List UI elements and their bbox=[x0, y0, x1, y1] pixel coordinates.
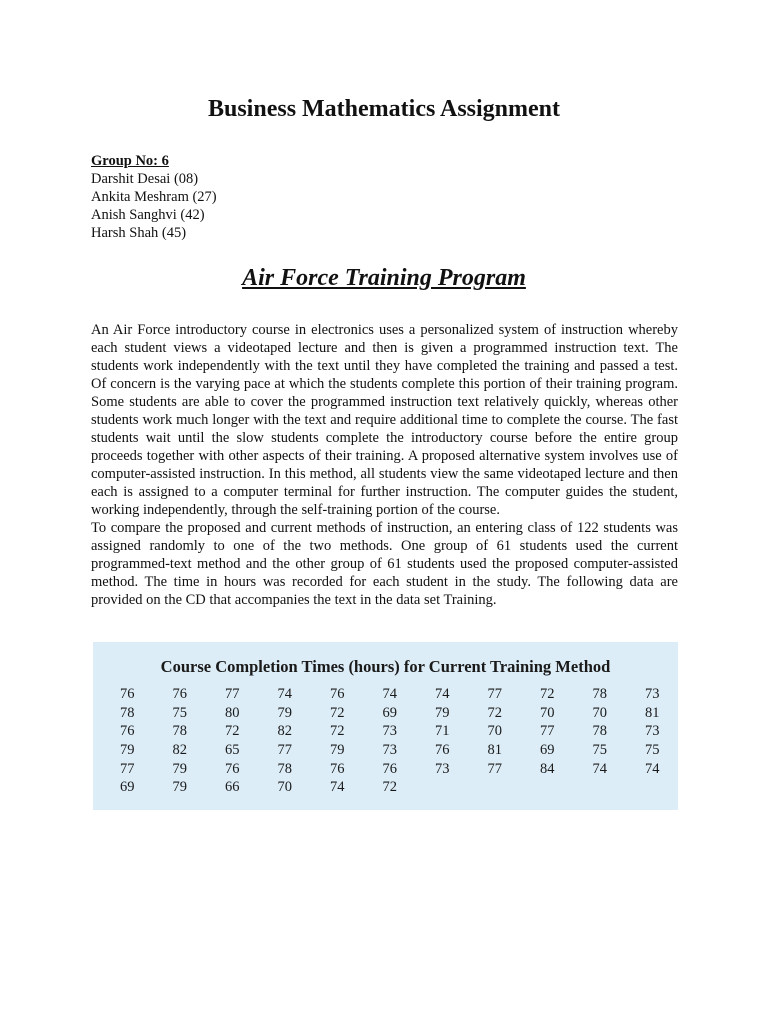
table-cell: 73 bbox=[645, 723, 660, 740]
table-cell: 74 bbox=[645, 760, 660, 777]
body-text bbox=[91, 321, 678, 609]
table-row bbox=[101, 741, 679, 760]
table-cell: 70 bbox=[277, 779, 292, 796]
completion-times-table bbox=[93, 642, 678, 810]
table-row bbox=[101, 722, 679, 741]
table-cell: 79 bbox=[172, 760, 187, 777]
section-title: Air Force Training Program bbox=[242, 265, 526, 291]
group-number-label: Group No: 6 bbox=[91, 153, 169, 169]
table-cell: 77 bbox=[487, 760, 502, 777]
table-cell: 82 bbox=[172, 742, 187, 759]
document-title: Business Mathematics Assignment bbox=[207, 96, 561, 122]
table-cell: 70 bbox=[540, 704, 555, 721]
table-cell: 73 bbox=[435, 760, 450, 777]
table-cell: 77 bbox=[487, 686, 502, 702]
group-member: Harsh Shah (45) bbox=[91, 225, 187, 241]
paragraph: To compare the proposed and current methods of instruction, an entering class of 122 students was assigned randomly to one of the two methods. One group of 61 students used the current programmed-text method and the other group of 61 students used the proposed computer-assisted method. The time in hours was recorded for each student in the study. The following data are provided on the CD that accompanies the text in the data set Training. bbox=[91, 520, 678, 608]
table-cell: 75 bbox=[592, 742, 607, 759]
table-cell: 69 bbox=[382, 704, 397, 721]
table-cell: 84 bbox=[540, 760, 555, 777]
table-grid bbox=[101, 685, 679, 797]
table-cell: 80 bbox=[225, 704, 240, 721]
table-cell: 77 bbox=[540, 723, 555, 740]
table-cell: 72 bbox=[382, 779, 397, 796]
table-cell: 71 bbox=[435, 723, 450, 740]
group-member: Darshit Desai (08) bbox=[91, 171, 199, 187]
table-cell: 79 bbox=[435, 704, 450, 721]
table-cell: 79 bbox=[330, 742, 345, 759]
table-row bbox=[101, 685, 679, 704]
table-cell: 74 bbox=[330, 779, 345, 796]
table-cell: 76 bbox=[382, 760, 397, 777]
table-row bbox=[101, 760, 679, 779]
group-member: Ankita Meshram (27) bbox=[91, 189, 217, 205]
group-info bbox=[91, 152, 217, 242]
table-cell: 72 bbox=[330, 723, 345, 740]
table-cell: 73 bbox=[645, 686, 660, 702]
table-cell: 81 bbox=[487, 742, 502, 759]
group-member: Anish Sanghvi (42) bbox=[91, 207, 205, 223]
table-cell: 77 bbox=[225, 686, 240, 702]
table-cell: 74 bbox=[382, 686, 397, 702]
table-cell: 75 bbox=[172, 704, 187, 721]
table-cell: 69 bbox=[120, 779, 135, 796]
table-row bbox=[101, 778, 679, 797]
table-cell: 73 bbox=[382, 723, 397, 740]
table-cell: 72 bbox=[330, 704, 345, 721]
table-cell: 74 bbox=[435, 686, 450, 702]
table-cell: 78 bbox=[277, 760, 292, 777]
table-cell: 76 bbox=[225, 760, 240, 777]
table-cell: 74 bbox=[277, 686, 292, 702]
table-cell: 78 bbox=[172, 723, 187, 740]
table-cell: 76 bbox=[172, 686, 187, 702]
table-cell: 66 bbox=[225, 779, 240, 796]
table-cell: 65 bbox=[225, 742, 240, 759]
table-cell: 76 bbox=[120, 723, 135, 740]
table-cell: 72 bbox=[225, 723, 240, 740]
table-cell: 77 bbox=[277, 742, 292, 759]
table-cell: 81 bbox=[645, 704, 660, 721]
table-cell: 72 bbox=[540, 686, 555, 702]
paragraph: An Air Force introductory course in electronics uses a personalized system of instruction whereby each student views a videotaped lecture and then is given a programmed instruction text. The students work independently with the text until they have completed the training and passed a test. Of concern is the varying pace at which the students complete this portion of their training program. Some students are able to cover the programmed instruction text relatively quickly, whereas other students work much longer with the text and require additional time to complete the course. The fast students wait until the slow students complete the introductory course before the entire group proceeds together with other aspects of their training. A proposed alternative system involves use of computer-assisted instruction. In this method, all students view the same videotaped lecture and then each is assigned to a computer terminal for further instruction. The computer guides the student, working independently, through the self-training portion of the course. bbox=[91, 322, 678, 518]
table-title: Course Completion Times (hours) for Current Training Method bbox=[160, 657, 611, 676]
table-cell: 77 bbox=[120, 760, 135, 777]
table-cell: 76 bbox=[120, 686, 135, 702]
table-cell: 75 bbox=[645, 742, 660, 759]
table-cell: 76 bbox=[330, 686, 345, 702]
table-cell: 78 bbox=[592, 686, 607, 702]
table-cell: 70 bbox=[592, 704, 607, 721]
table-cell: 74 bbox=[592, 760, 607, 777]
table-cell: 73 bbox=[382, 742, 397, 759]
table-row bbox=[101, 704, 679, 723]
table-cell: 78 bbox=[120, 704, 135, 721]
table-cell: 72 bbox=[487, 704, 502, 721]
table-cell: 82 bbox=[277, 723, 292, 740]
table-cell: 76 bbox=[435, 742, 450, 759]
table-cell: 76 bbox=[330, 760, 345, 777]
table-cell: 70 bbox=[487, 723, 502, 740]
table-cell: 79 bbox=[172, 779, 187, 796]
table-cell: 79 bbox=[277, 704, 292, 721]
table-cell: 79 bbox=[120, 742, 135, 759]
table-cell: 69 bbox=[540, 742, 555, 759]
table-cell: 78 bbox=[592, 723, 607, 740]
